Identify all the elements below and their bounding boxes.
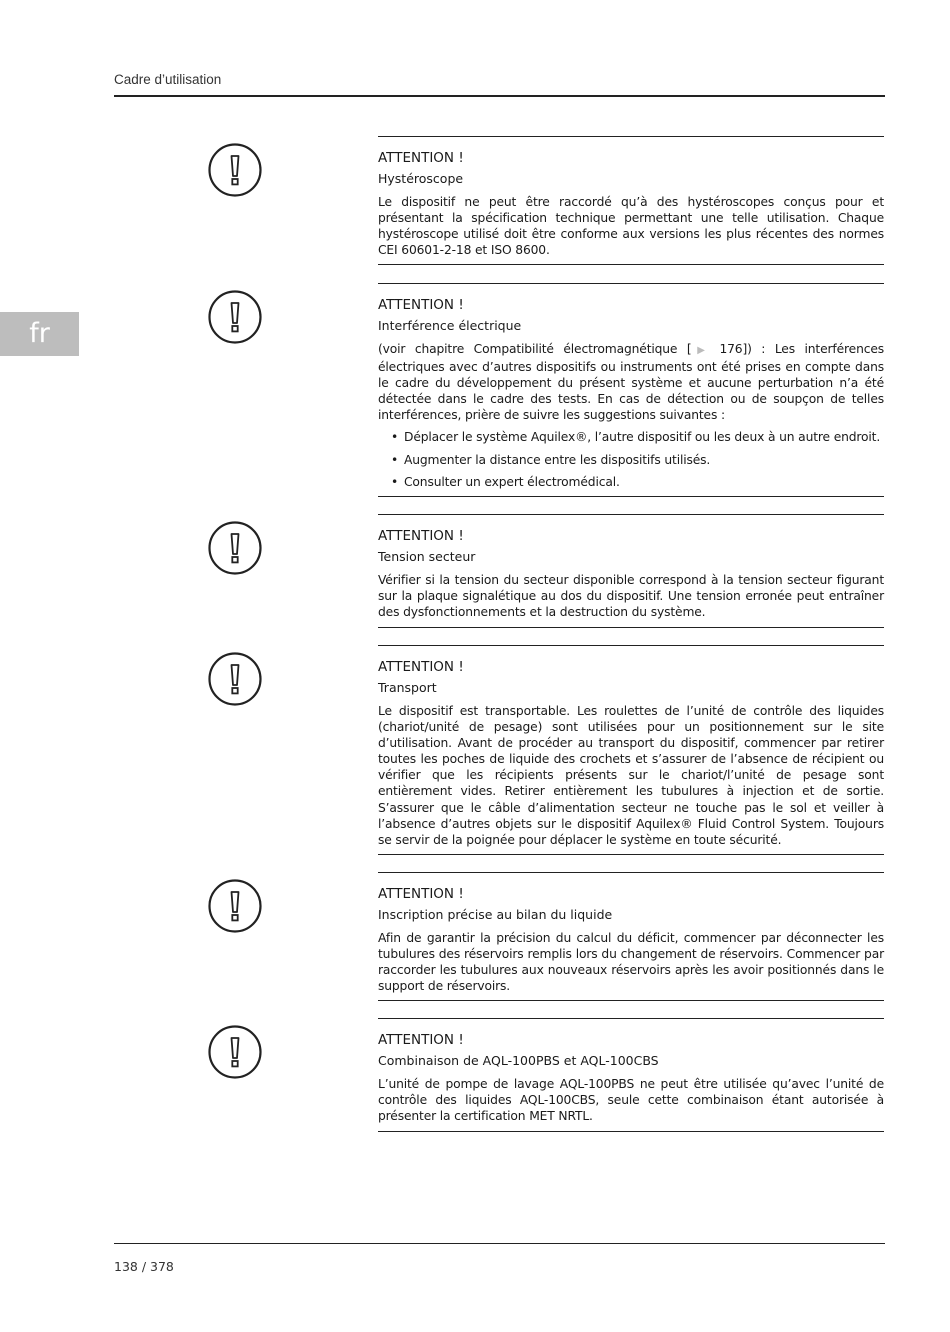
warning-title: ATTENTION ! (378, 1032, 464, 1048)
exclamation-warning-icon (208, 652, 262, 706)
warning-text-before-ref: (voir chapitre Compatibilité électromagnétique [ (378, 342, 692, 356)
exclamation-warning-icon (208, 521, 262, 575)
page-ref-arrow-icon: ▶ (691, 345, 720, 356)
suggestion-list (378, 429, 884, 490)
exclamation-warning-icon (208, 290, 262, 344)
warning-block-fluid-balance (378, 872, 884, 1001)
warning-subtitle: Tension secteur (378, 549, 476, 564)
header-rule (114, 95, 885, 97)
warning-subtitle: Inscription précise au bilan du liquide (378, 907, 613, 922)
warning-block-mains-voltage (378, 514, 884, 628)
list-item: • Augmenter la distance entre les dispositifs utilisés. (378, 452, 884, 468)
warning-title: ATTENTION ! (378, 659, 464, 675)
warning-block-hysteroscope (378, 136, 884, 265)
warning-text (378, 341, 884, 423)
list-item: • Consulter un expert électromédical. (378, 474, 884, 490)
warning-block-transport (378, 645, 884, 855)
page-number: 138 / 378 (114, 1259, 174, 1274)
warning-text: L’unité de pompe de lavage AQL-100PBS ne peut être utilisée qu’avec l’unité de contrôle des liquides AQL-100CBS, seule cette combinaison étant autorisée à présenter la certification MET NRTL. (378, 1077, 884, 1124)
warning-title: ATTENTION ! (378, 297, 464, 313)
footer-rule (114, 1243, 885, 1244)
warning-title: ATTENTION ! (378, 528, 464, 544)
warning-title: ATTENTION ! (378, 150, 464, 166)
page-reference[interactable]: 176 (719, 342, 743, 356)
warning-text: Le dispositif est transportable. Les roulettes de l’unité de contrôle des liquides (chariot/unité de pesage) sont utilisées pour un positionnement sur le site d’utilisation. Avant de procéder au transport du dispositif, commencer par retirer toutes les poches de liquide des crochets et s’assurer de l’absence de récipient ou vérifier que les récipients présents sur le chariot/l’unité de pesage sont entièrement vides. Retirer entièrement les tubulures à injection et de sortie. S’assurer que le câble d’alimentation secteur ne touche pas le sol et veiller à l’absence d’autres objets sur le dispositif Aquilex® Fluid Control System. Toujours se servir de la poignée pour déplacer le système en toute sécurité. (378, 704, 884, 847)
warning-subtitle: Interférence électrique (378, 318, 522, 333)
warning-block-electrical-interference (378, 283, 884, 497)
page-header-title: Cadre d’utilisation (114, 72, 222, 87)
exclamation-warning-icon (208, 143, 262, 197)
warning-text-after-ref: ]) : Les interférences électriques avec d’autres dispositifs ou instruments ont été prises en compte dans le cadre du développement du présent système et aucune perturbation n’a été détectée dans le cadre des tests. En cas de détection ou de soupçon de telles interférences, prière de suivre les suggestions suivantes : (378, 342, 884, 423)
warning-text: Vérifier si la tension du secteur disponible correspond à la tension secteur figurant sur la plaque signalétique au dos du dispositif. Une tension erronée peut entraîner des dysfonctionnements et la destruction du système. (378, 573, 884, 620)
exclamation-warning-icon (208, 879, 262, 933)
list-item: • Déplacer le système Aquilex®, l’autre dispositif ou les deux à un autre endroit. (378, 429, 884, 445)
warning-title: ATTENTION ! (378, 886, 464, 902)
warning-subtitle: Hystéroscope (378, 171, 464, 186)
warning-block-pbs-cbs-combination (378, 1018, 884, 1132)
warning-subtitle: Combinaison de AQL-100PBS et AQL-100CBS (378, 1053, 659, 1068)
warning-subtitle: Transport (378, 680, 437, 695)
warning-text: Le dispositif ne peut être raccordé qu’à des hystéroscopes conçus pour et présentant la spécification technique permettant une telle utilisation. Chaque hystéroscope utilisé doit être conforme aux versions les plus récentes des normes CEI 60601-2-18 et ISO 8600. (378, 195, 884, 258)
warning-text: Afin de garantir la précision du calcul du déficit, commencer par déconnecter les tubulures des réservoirs remplis lors du changement de réservoirs. Commencer par raccorder les tubulures aux nouveaux réservoirs après les avoir positionnés dans le support de réservoirs. (378, 931, 884, 994)
language-tab: fr (0, 312, 79, 356)
exclamation-warning-icon (208, 1025, 262, 1079)
